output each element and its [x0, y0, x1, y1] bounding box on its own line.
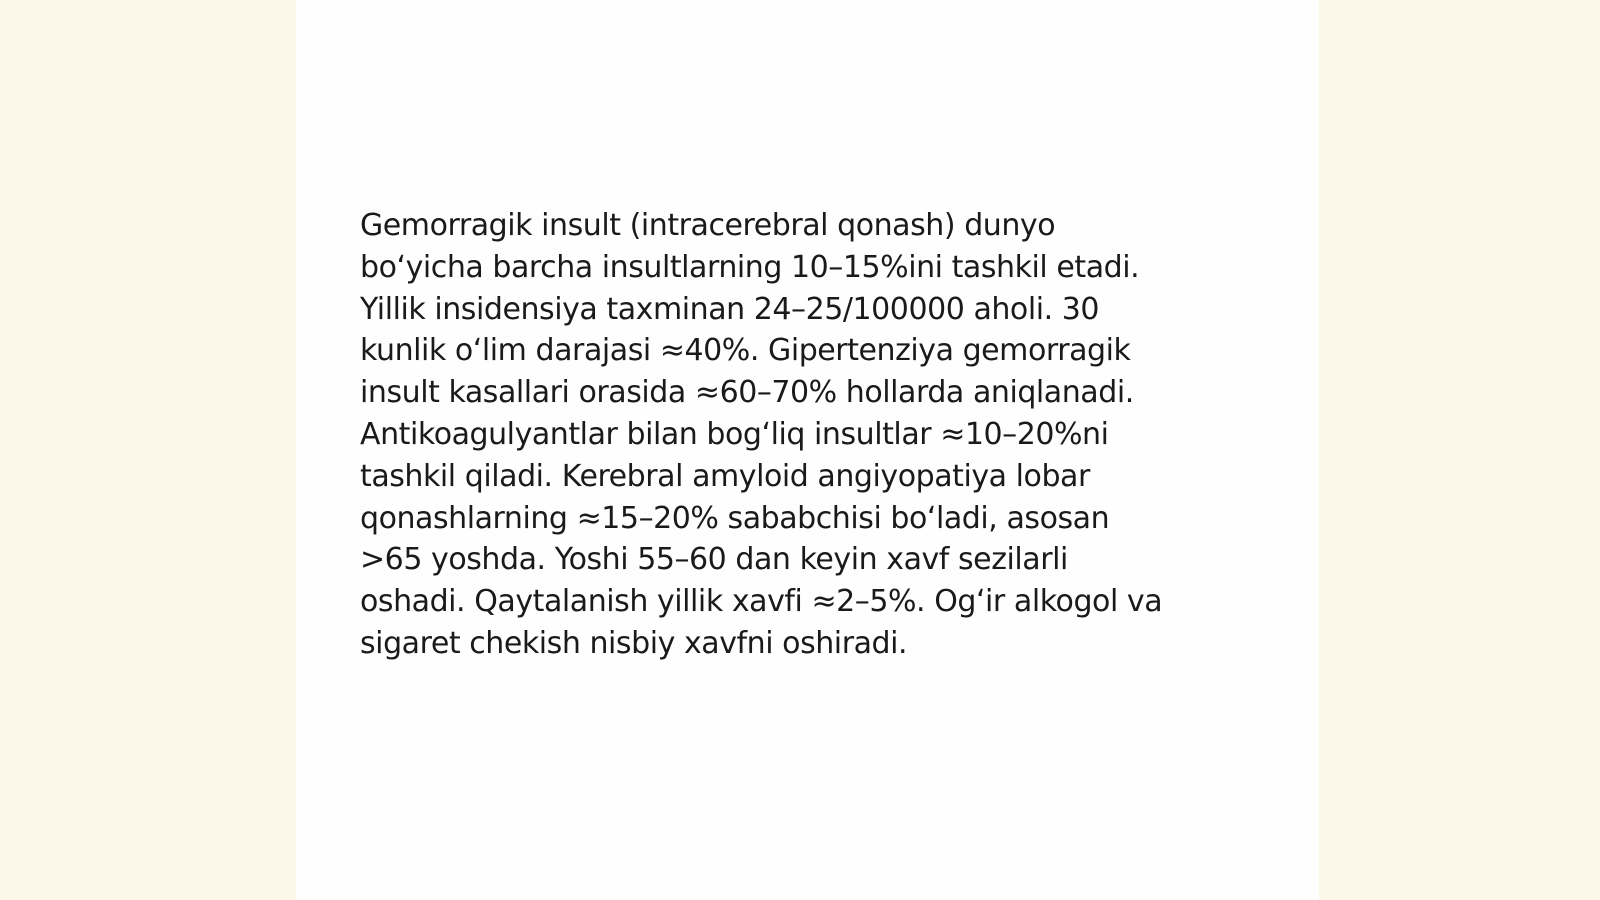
paragraph-line: >65 yoshda. Yoshi 55–60 dan keyin xavf sezilarli — [360, 542, 1068, 578]
paragraph-line: bo‘yicha barcha insultlarning 10–15%ini tashkil etadi. — [360, 249, 1140, 285]
document-page — [296, 0, 1319, 900]
paragraph-line: Gemorragik insult (intracerebral qonash) dunyo — [360, 208, 1056, 243]
paragraph-line: kunlik o‘lim darajasi ≈40%. Gipertenziya gemorragik — [360, 333, 1131, 369]
paragraph-line: qonashlarning ≈15–20% sababchisi bo‘ladi, asosan — [360, 500, 1110, 536]
paragraph-line: Antikoagulyantlar bilan bog‘liq insultlar ≈10–20%ni — [360, 416, 1109, 452]
paragraph-line: tashkil qiladi. Kerebral amyloid angiyopatiya lobar — [360, 458, 1090, 494]
paragraph-line: Yillik insidensiya taxminan 24–25/100000 aholi. 30 — [360, 291, 1100, 327]
paragraph-line: oshadi. Qaytalanish yillik xavfi ≈2–5%. Og‘ir alkogol va — [360, 584, 1163, 620]
body-paragraph — [360, 205, 1260, 665]
paragraph-line: insult kasallari orasida ≈60–70% hollarda aniqlanadi. — [360, 375, 1134, 411]
paragraph-line: sigaret chekish nisbiy xavfni oshiradi. — [360, 625, 908, 661]
